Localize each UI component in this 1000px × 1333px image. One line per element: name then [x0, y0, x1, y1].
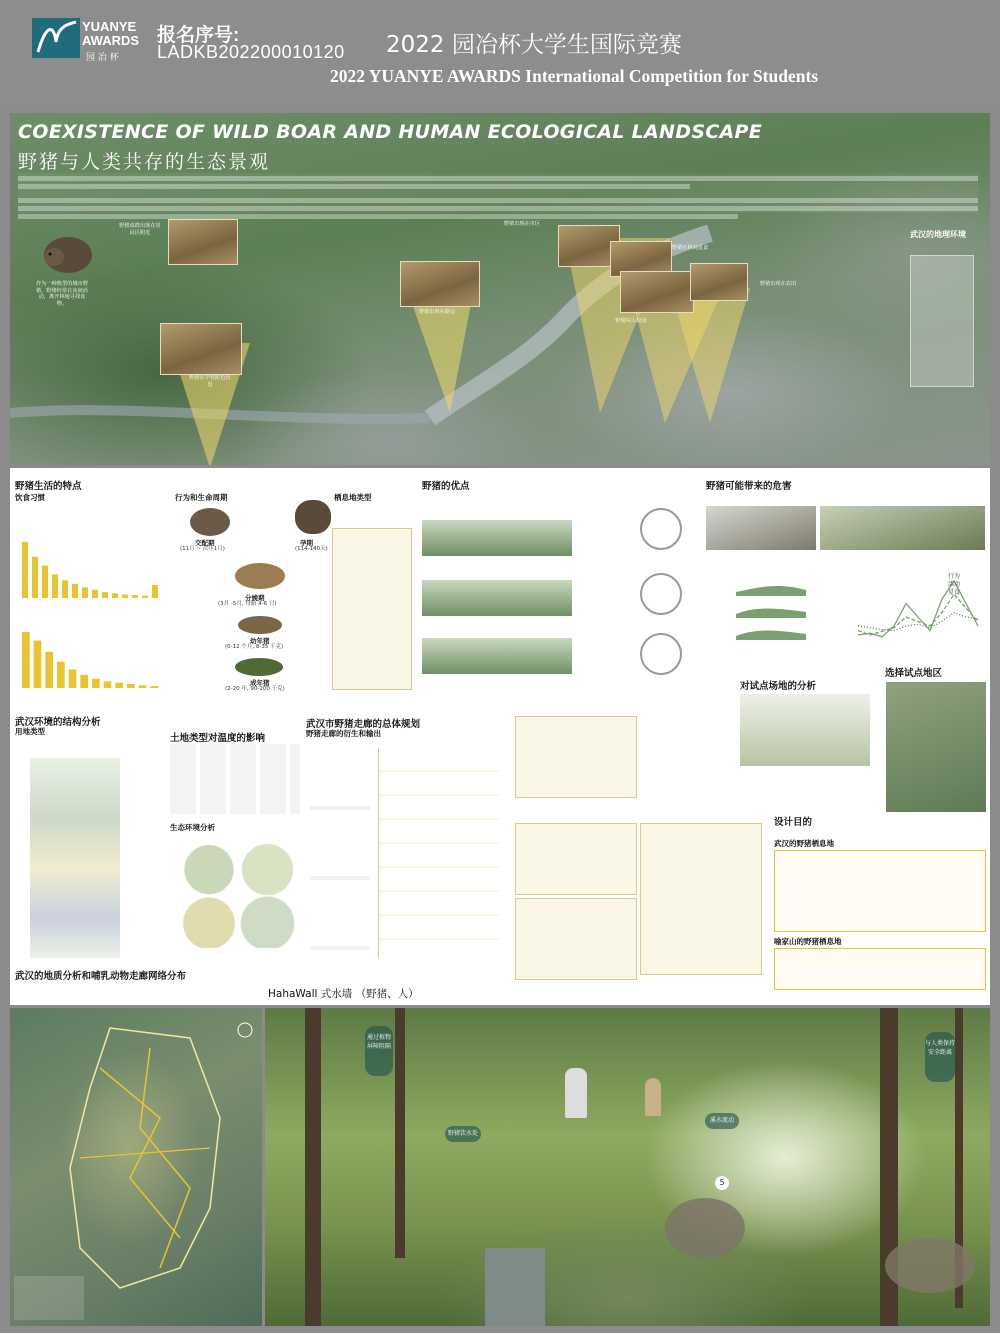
juvenile-boar-icon	[238, 616, 282, 634]
adult-boar-icon	[235, 658, 283, 676]
yujiashan-habitat-diagram	[774, 948, 986, 990]
wild-boar-icon	[38, 229, 94, 277]
section-dangers: 野猪可能带来的危害	[706, 481, 792, 492]
corridor-flowchart	[378, 748, 499, 958]
juvenile-label: 幼年猪	[250, 637, 270, 645]
design-detail-1	[515, 716, 637, 798]
diet-bar	[132, 595, 138, 598]
diet-bar	[142, 596, 148, 598]
boar-caption: 作为一种典型的城市野猪，野猪经常在夜间活动，离开林地寻找食物。	[36, 281, 88, 307]
logo-text-line1: YUANYE	[82, 19, 137, 34]
wuhan-habitat-diagram	[774, 850, 986, 932]
hahawall-perspective-render	[265, 1008, 990, 1326]
boar-photo-1	[168, 219, 238, 265]
tree-trunk-2	[395, 1008, 405, 1258]
habitat-type-grid	[332, 528, 412, 690]
danger-photo-2	[820, 506, 985, 550]
render-caption-3: 溪水流动	[705, 1113, 739, 1129]
logo-text-line2: AWARDS	[82, 33, 140, 48]
danger-line-chart	[848, 568, 988, 658]
eco-env-heading: 生态环境分析	[170, 823, 215, 832]
diet-bar	[57, 662, 65, 688]
render-caption-2: 与人类保持安全距离	[925, 1032, 955, 1082]
design-detail-4	[640, 823, 762, 975]
diet-heading: 饮食习惯	[15, 493, 45, 502]
registration-number: LADKB202200010120	[157, 42, 345, 62]
advantage-icon-2	[640, 573, 682, 615]
callout-2: 野猪在学校附近出没	[189, 375, 231, 388]
yujiashan-heading: 喻家山的野猪栖息地	[774, 937, 842, 946]
section-advantages: 野猪的优点	[422, 481, 470, 492]
competition-title-en: 2022 YUANYE AWARDS International Competition for Students	[330, 66, 819, 86]
eco-env-maps	[170, 836, 300, 948]
diet-bar-chart-2	[20, 628, 160, 688]
corridor-network-map	[10, 1008, 262, 1326]
advantage-scene-3	[422, 638, 572, 674]
diet-bar	[92, 679, 100, 688]
person-figure-1	[565, 1068, 587, 1118]
temperature-mini-charts	[170, 744, 300, 814]
danger-photo-1	[706, 506, 816, 550]
section-site-analysis: 对试点场地的分析	[740, 681, 817, 692]
analysis-content	[10, 468, 990, 1005]
section-structure: 武汉环境的结构分析	[15, 717, 101, 728]
callout-1: 野猪成群出现在居民区附近	[119, 223, 161, 236]
advantage-scene-2	[422, 580, 572, 616]
yuanye-logo	[20, 18, 140, 90]
diet-bar	[150, 686, 158, 688]
callout-3: 野猪出现在路边	[418, 309, 456, 315]
diet-bar	[92, 590, 98, 598]
juvenile-time: (0-12 个月, 8-35 千克)	[225, 644, 284, 650]
diet-bar-chart	[20, 538, 160, 598]
diet-bar	[62, 580, 68, 598]
boar-pregnant-icon	[295, 500, 331, 534]
advantage-scene-1	[422, 520, 572, 556]
wuhan-location-map	[910, 255, 974, 387]
boar-photo-2	[160, 323, 242, 375]
diet-bar	[82, 587, 88, 598]
boar-pair-icon	[190, 508, 230, 536]
poster-title-cn: 野猪与人类共存的生态景观	[18, 151, 271, 173]
boar-figure-1	[665, 1198, 745, 1258]
diet-bar	[152, 585, 158, 598]
section-map-title: 武汉的地质分析和哺乳动物走廊网络分布	[15, 971, 187, 982]
boar-litter-icon	[235, 563, 285, 589]
registration-label: 报名序号:	[157, 25, 240, 46]
advantage-icon-1	[640, 508, 682, 550]
diet-bar	[52, 574, 58, 598]
birth-label: 分娩期	[245, 594, 265, 602]
stone-wall	[485, 1248, 545, 1326]
diet-bar	[104, 681, 112, 688]
landuse-layer-stack	[30, 758, 120, 958]
diet-bar	[22, 542, 28, 598]
diet-bar	[122, 594, 128, 598]
danger-legend-label: 行为	[948, 573, 961, 580]
person-figure-2	[645, 1078, 661, 1116]
hahawall-title: HahaWall 式水墙 （野猪、人）	[268, 988, 419, 1000]
section-landuse-effect: 土地类型对温度的影响	[170, 733, 266, 744]
danger-area-chart	[706, 568, 840, 658]
mating-time: (11月 ~ 次年1月)	[180, 546, 225, 552]
logo-text-cn: 园 冶 杯	[86, 53, 119, 63]
diet-bar	[45, 652, 53, 688]
diet-bar	[80, 675, 88, 688]
site-selection-map	[886, 682, 986, 812]
design-detail-2	[515, 823, 637, 895]
corridor-subheading: 野猪走廊的衍生和输出	[306, 729, 381, 738]
competition-title-cn: 2022 园冶杯大学生国际竞赛	[386, 32, 682, 58]
view-marker: 5	[715, 1176, 729, 1190]
landuse-heading: 用地类型	[15, 727, 45, 736]
boar-photo-6	[620, 271, 694, 313]
site-analysis-diagram	[740, 694, 870, 766]
pregnancy-time: (114-140天)	[295, 546, 328, 552]
intro-text-block	[18, 173, 978, 213]
design-detail-3	[515, 898, 637, 980]
aerial-overview-panel	[10, 113, 990, 465]
danger-legend-label: 活动	[948, 581, 961, 588]
wuhan-habitat-heading: 武汉的野猪栖息地	[774, 839, 834, 848]
location-title: 武汉的地理环境	[910, 230, 966, 239]
diet-bar	[112, 593, 118, 598]
callout-4: 野猪出现在市区	[503, 221, 541, 227]
behavior-heading: 行为和生命周期	[175, 493, 228, 502]
render-caption-4: 野猪饮水处	[445, 1126, 481, 1142]
diet-bar	[69, 670, 77, 688]
diet-bar	[34, 641, 42, 688]
corridor-network-maps	[310, 740, 370, 950]
map-legend	[14, 1276, 84, 1320]
habitat-heading: 栖息地类型	[334, 493, 372, 502]
diet-bar	[102, 592, 108, 598]
boar-photo-7	[690, 263, 748, 301]
mating-label: 交配期	[195, 539, 215, 547]
diet-bar	[42, 566, 48, 598]
danger-legend-label: 觅食	[948, 589, 961, 596]
section-corridor-plan: 武汉市野猪走廊的总体规划	[306, 719, 421, 730]
boar-figure-2	[885, 1238, 975, 1293]
render-caption-1: 通过植物屏障阻隔	[365, 1026, 393, 1076]
section-design-goal: 设计目的	[774, 817, 813, 828]
callout-6: 野猪在林间觅食	[671, 245, 709, 251]
section-life-features: 野猪生活的特点	[15, 481, 82, 492]
callout-5: 野猪闯入校园	[615, 318, 647, 324]
adult-time: (2-20 年, 90-200 千克)	[225, 686, 285, 692]
section-select-site: 选择试点地区	[885, 668, 943, 679]
diet-bar	[127, 684, 135, 688]
diet-bar	[32, 557, 38, 598]
pregnancy-label: 孕期	[300, 539, 313, 547]
diet-bar	[22, 632, 30, 688]
diet-bar	[139, 685, 147, 688]
poster-title-en: COEXISTENCE OF WILD BOAR AND HUMAN ECOLOGICAL LANDSCAPE	[18, 121, 763, 143]
header	[0, 0, 1000, 110]
tree-trunk-1	[305, 1008, 321, 1326]
callout-7: 野猪出现在农田	[759, 281, 797, 287]
diet-bar	[72, 584, 78, 598]
diet-bar	[115, 683, 123, 688]
logo-mark-icon	[32, 18, 80, 58]
birth-time: (3月 -5月, 每胎 4-6 只)	[218, 601, 277, 607]
boar-photo-3	[400, 261, 480, 307]
adult-label: 成年猪	[250, 679, 270, 687]
advantage-icon-3	[640, 633, 682, 675]
